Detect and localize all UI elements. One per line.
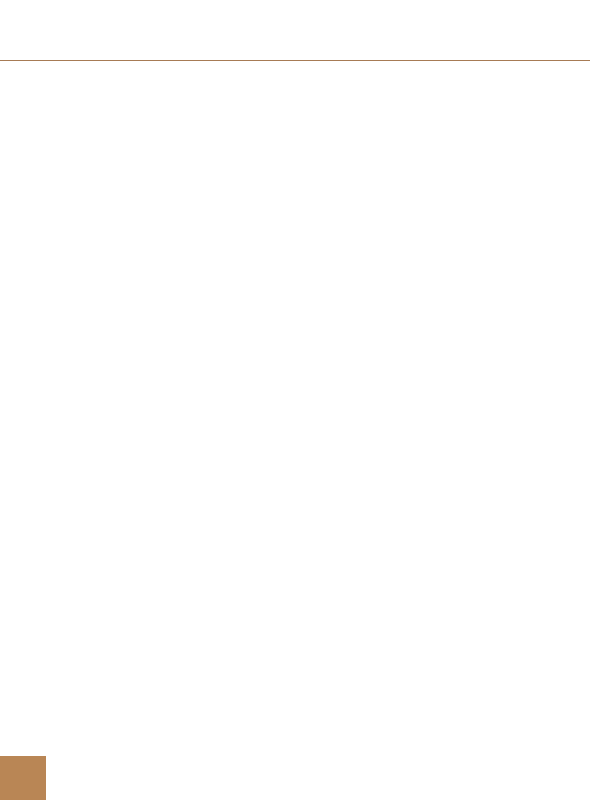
top-rule bbox=[0, 60, 590, 61]
page-number-tab bbox=[0, 756, 46, 800]
crochet-chart bbox=[0, 90, 590, 570]
